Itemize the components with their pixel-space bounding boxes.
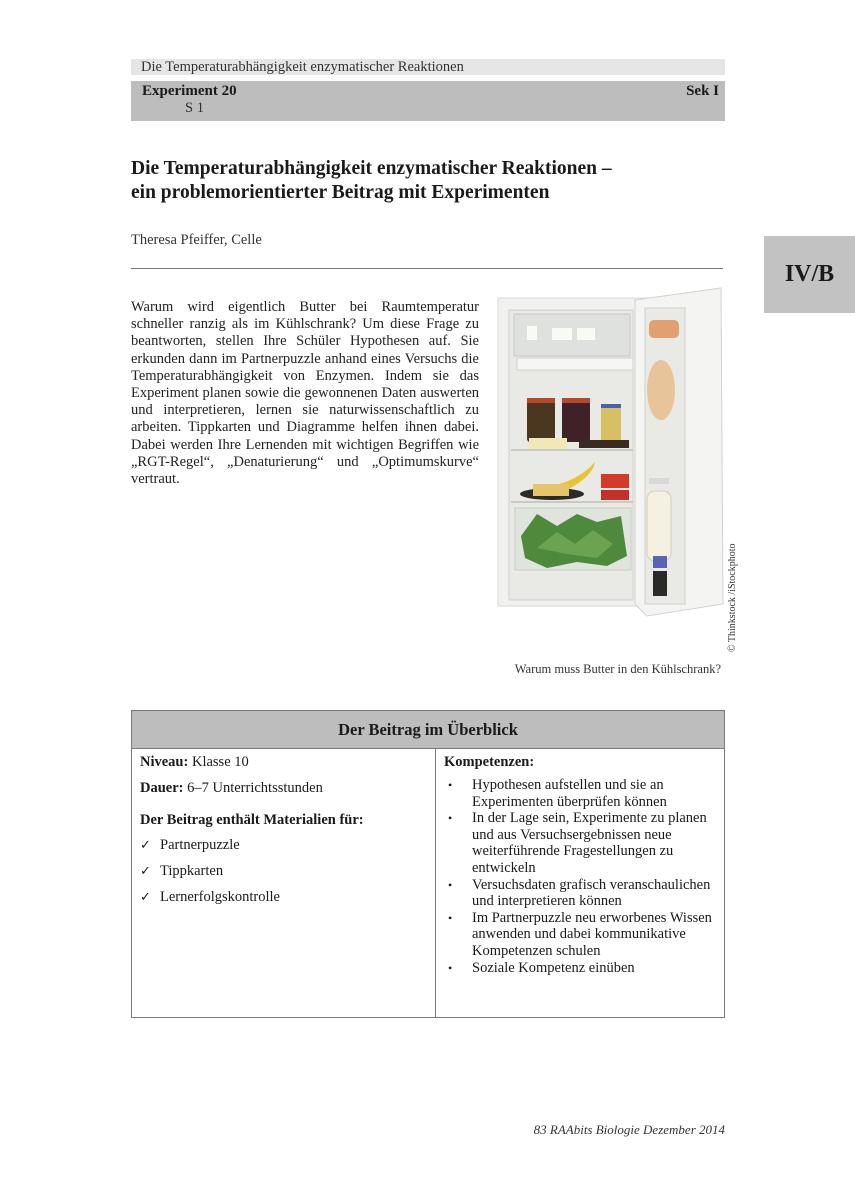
kompetenz-text: In der Lage sein, Experimente zu planen und aus Versuchsergebnissen neue weiterführende Fragestellungen zu entwickeln — [472, 810, 707, 876]
article-title — [131, 157, 725, 205]
kompetenz-item — [444, 960, 716, 977]
material-item — [140, 837, 427, 854]
kompetenz-item — [444, 877, 716, 910]
fridge-photo — [497, 286, 727, 656]
dauer-label: Dauer: — [140, 780, 184, 796]
bullet-icon: • — [448, 877, 453, 892]
niveau — [140, 754, 427, 771]
figure-caption: Warum muss Butter in den Kühlschrank? — [514, 662, 721, 676]
overview-title: Der Beitrag im Überblick — [132, 711, 724, 749]
kompetenz-item — [444, 777, 716, 810]
overview-right-column — [436, 749, 724, 1017]
bullet-icon: • — [448, 811, 453, 826]
divider — [131, 268, 723, 269]
author: Theresa Pfeiffer, Celle — [131, 232, 262, 248]
materials-heading: Der Beitrag enthält Materialien für: — [140, 812, 364, 828]
school-level: Sek I — [686, 83, 719, 99]
overview-left-column — [132, 749, 436, 1017]
kompetenz-text: Soziale Kompetenz einüben — [472, 959, 635, 976]
overview-box — [131, 710, 725, 1018]
checkmark-icon: ✓ — [140, 890, 151, 905]
kompetenz-text: Versuchsdaten grafisch veranschaulichen und interpretieren können — [472, 876, 711, 910]
material-label: Tippkarten — [160, 863, 224, 879]
experiment-number: Experiment 20 — [142, 83, 237, 99]
photo-credit: © Thinkstock /iStockphoto — [727, 543, 738, 652]
overview-body — [132, 749, 724, 1017]
material-item — [140, 863, 427, 880]
kompetenzen-heading: Kompetenzen: — [444, 754, 535, 770]
bullet-icon: • — [448, 960, 453, 975]
experiment-bar — [131, 81, 725, 121]
material-label: Lernerfolgskontrolle — [160, 889, 280, 905]
title-line-2: ein problemorientierter Beitrag mit Experimenten — [131, 182, 550, 203]
checkmark-icon: ✓ — [140, 864, 151, 879]
kompetenz-text: Hypothesen aufstellen und sie an Experimenten überprüfen können — [472, 777, 667, 810]
section-number: S 1 — [185, 100, 204, 116]
kompetenz-item — [444, 910, 716, 960]
niveau-label: Niveau: — [140, 754, 189, 770]
intro-text: Warum wird eigentlich Butter bei Raumtemperatur schneller ranzig als im Kühlschrank? Um diese Frage zu beantworten, stellen Ihre Schüler Hypothesen auf. Sie erkunden dann im Partnerpuzzle anhand eines Versuchs die Temperaturabhängigkeit von Enzymen. Indem sie das Experiment planen sowie die gewonnenen Daten auswerten und interpretieren, lernen sie naturwissenschaftlich zu arbeiten. Tippkarten und Diagramme helfen ihnen dabei. Dabei werden Ihre Lernenden mit wichtigen Begriffen wie „RGT-Regel“, „Denaturierung“ und „Optimumskurve“ vertraut. — [131, 299, 479, 488]
material-item — [140, 889, 427, 906]
bullet-icon: • — [448, 778, 453, 792]
running-title: Die Temperaturabhängigkeit enzymatischer Reaktionen — [131, 59, 725, 75]
material-label: Partnerpuzzle — [160, 837, 240, 853]
bullet-icon: • — [448, 910, 453, 925]
kompetenz-item — [444, 810, 716, 876]
title-line-1: Die Temperaturabhängigkeit enzymatischer Reaktionen – — [131, 158, 612, 179]
chapter-tab: IV/B — [764, 236, 855, 313]
page-footer: 83 RAAbits Biologie Dezember 2014 — [533, 1122, 725, 1137]
dauer — [140, 780, 427, 797]
checkmark-icon: ✓ — [140, 838, 151, 853]
niveau-value: Klasse 10 — [188, 754, 249, 770]
dauer-value: 6–7 Unterrichtsstunden — [183, 780, 323, 796]
kompetenz-text: Im Partnerpuzzle neu erworbenes Wissen anwenden und dabei kommunikative Kompetenzen schulen — [472, 909, 712, 959]
